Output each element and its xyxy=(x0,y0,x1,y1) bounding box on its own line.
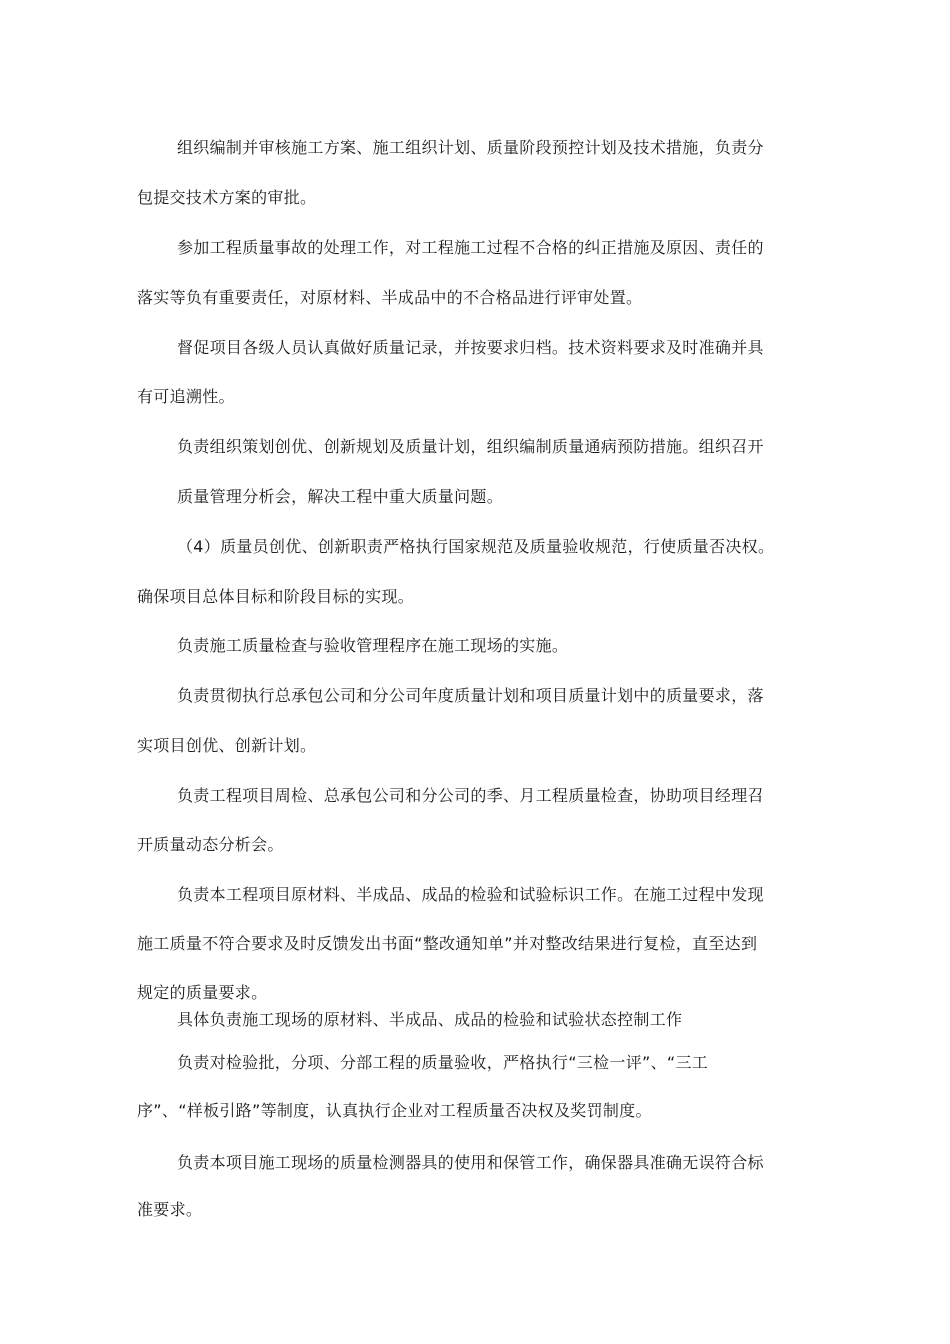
text-line: 落实等负有重要责任，对原材料、半成品中的不合格品进行评审处置。 xyxy=(137,288,643,307)
text-line: 负责本工程项目原材料、半成品、成品的检验和试验标识工作。在施工过程中发现 xyxy=(177,885,764,904)
text-line: 确保项目总体目标和阶段目标的实现。 xyxy=(137,587,415,606)
text-line: 参加工程质量事故的处理工作，对工程施工过程不合格的纠正措施及原因、责任的 xyxy=(177,238,764,257)
text-line: 负责施工质量检查与验收管理程序在施工现场的实施。 xyxy=(177,636,569,655)
text-line: 准要求。 xyxy=(137,1200,203,1219)
text-line: 负责贯彻执行总承包公司和分公司年度质量计划和项目质量计划中的质量要求，落 xyxy=(177,686,764,705)
text-line: 实项目创优、创新计划。 xyxy=(137,736,317,755)
text-line: 序”、“样板引路”等制度，认真执行企业对工程质量否决权及奖罚制度。 xyxy=(137,1101,652,1120)
text-line: （4）质量员创优、创新职责严格执行国家规范及质量验收规范，行使质量否决权。 xyxy=(177,537,775,556)
text-line: 开质量动态分析会。 xyxy=(137,835,284,854)
text-line: 组织编制并审核施工方案、施工组织计划、质量阶段预控计划及技术措施，负责分 xyxy=(177,138,764,157)
text-line: 有可追溯性。 xyxy=(137,387,235,406)
text-line: 施工质量不符合要求及时反馈发出书面“整改通知单”并对整改结果进行复检，直至达到 xyxy=(137,934,758,953)
text-line: 负责对检验批，分项、分部工程的质量验收，严格执行“三检一评”、“三工 xyxy=(177,1053,709,1072)
text-line: 督促项目各级人员认真做好质量记录，并按要求归档。技术资料要求及时准确并具 xyxy=(177,338,764,357)
text-line: 质量管理分析会，解决工程中重大质量问题。 xyxy=(177,487,504,506)
text-line: 负责组织策划创优、创新规划及质量计划，组织编制质量通病预防措施。组织召开 xyxy=(177,437,764,456)
text-line: 规定的质量要求。 xyxy=(137,983,268,1002)
text-line: 具体负责施工现场的原材料、半成品、成品的检验和试验状态控制工作 xyxy=(177,1010,683,1029)
text-line: 负责工程项目周检、总承包公司和分公司的季、月工程质量检查，协助项目经理召 xyxy=(177,786,764,805)
text-line: 包提交技术方案的审批。 xyxy=(137,188,317,207)
text-line: 负责本项目施工现场的质量检测器具的使用和保管工作，确保器具准确无误符合标 xyxy=(177,1153,764,1172)
